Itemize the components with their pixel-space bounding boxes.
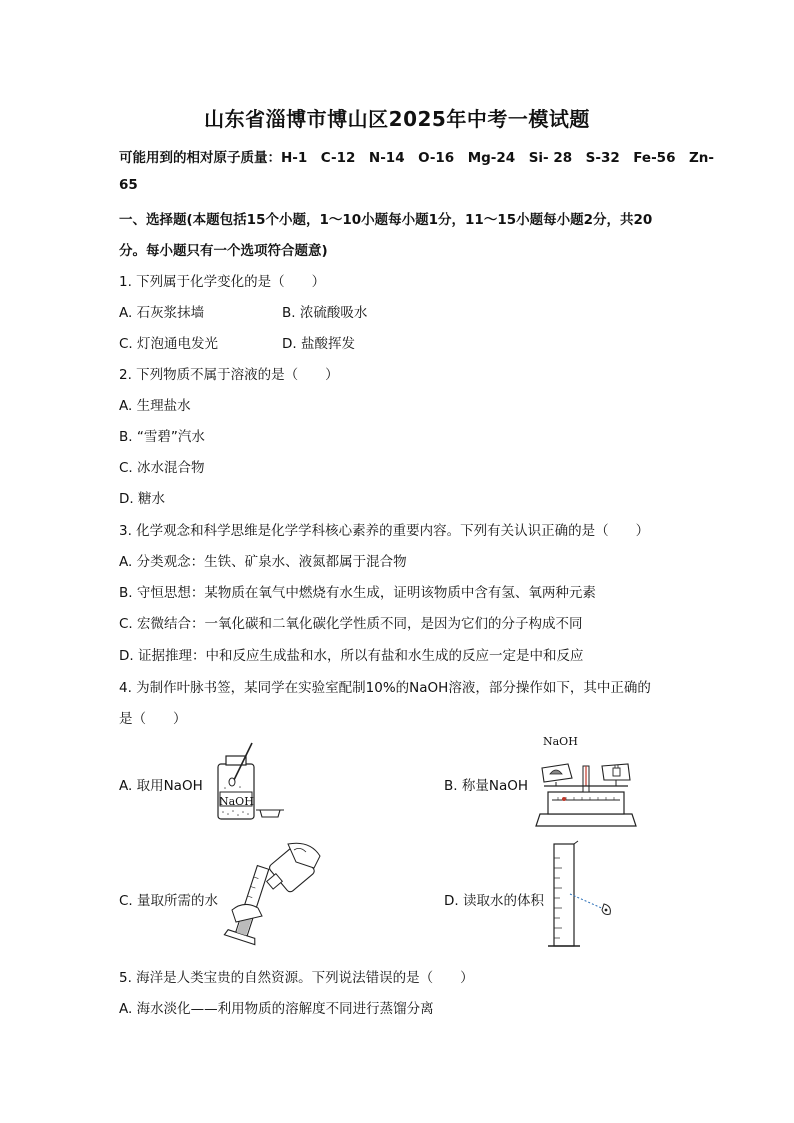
q3-option-b: B. 守恒思想：某物质在氧气中燃烧有水生成，证明该物质中含有氢、氧两种元素 xyxy=(119,585,596,601)
q2-option-c: C. 冰水混合物 xyxy=(119,460,205,476)
q5-option-a: A. 海水淡化——利用物质的溶解度不同进行蒸馏分离 xyxy=(119,1001,434,1017)
atomic-masses: 可能用到的相对原子质量：H-1 C-12 N-14 O-16 Mg-24 Si- 28 S-32 Fe-56 Zn- xyxy=(119,150,714,166)
q2-option-a: A. 生理盐水 xyxy=(119,398,191,414)
pouring-water-figure xyxy=(222,838,324,950)
q4-option-b-label: B. 称量NaOH xyxy=(444,778,528,794)
q1-option-a: A. 石灰浆抹墙 xyxy=(119,305,205,321)
exam-title: 山东省淄博市博山区2025年中考一模试题 xyxy=(204,107,590,131)
q4-option-c-label: C. 量取所需的水 xyxy=(119,893,219,909)
q4-stem: 4. 为制作叶脉书签，某同学在实验室配制10%的NaOH溶液，部分操作如下，其中正确的 xyxy=(119,680,651,696)
naoh-bottle-label: NaOH xyxy=(219,795,254,808)
q1-stem: 1. 下列属于化学变化的是（ ） xyxy=(119,274,326,290)
q1-option-d: D. 盐酸挥发 xyxy=(282,336,355,352)
section-heading-line2: 分。每小题只有一个选项符合题意) xyxy=(119,243,328,259)
q3-stem: 3. 化学观念和科学思维是化学学科核心素养的重要内容。下列有关认识正确的是（ ） xyxy=(119,523,650,539)
q1-option-b: B. 浓硫酸吸水 xyxy=(282,305,368,321)
balance-figure xyxy=(534,752,638,830)
q2-option-b: B. “雪碧”汽水 xyxy=(119,429,205,445)
q3-option-d: D. 证据推理：中和反应生成盐和水，所以有盐和水生成的反应一定是中和反应 xyxy=(119,648,584,664)
reading-volume-figure xyxy=(540,838,620,954)
q5-stem: 5. 海洋是人类宝贵的自然资源。下列说法错误的是（ ） xyxy=(119,970,474,986)
q4-option-d-label: D. 读取水的体积 xyxy=(444,893,544,909)
section-heading-line1: 一、选择题(本题包括15个小题，1～10小题每小题1分，11～15小题每小题2分，共20 xyxy=(119,212,653,228)
q2-stem: 2. 下列物质不属于溶液的是（ ） xyxy=(119,367,339,383)
q2-option-d: D. 糖水 xyxy=(119,491,165,507)
atomic-masses-cont: 65 xyxy=(119,177,138,193)
q3-option-c: C. 宏微结合：一氧化碳和二氧化碳化学性质不同，是因为它们的分子构成不同 xyxy=(119,616,583,632)
balance-naoh-label: NaOH xyxy=(543,735,578,748)
q4-stem-cont: 是（ ） xyxy=(119,711,187,727)
q4-option-a-label: A. 取用NaOH xyxy=(119,778,203,794)
q1-option-c: C. 灯泡通电发光 xyxy=(119,336,219,352)
q3-option-a: A. 分类观念：生铁、矿泉水、液氮都属于混合物 xyxy=(119,554,407,570)
naoh-bottle-figure xyxy=(210,740,285,825)
